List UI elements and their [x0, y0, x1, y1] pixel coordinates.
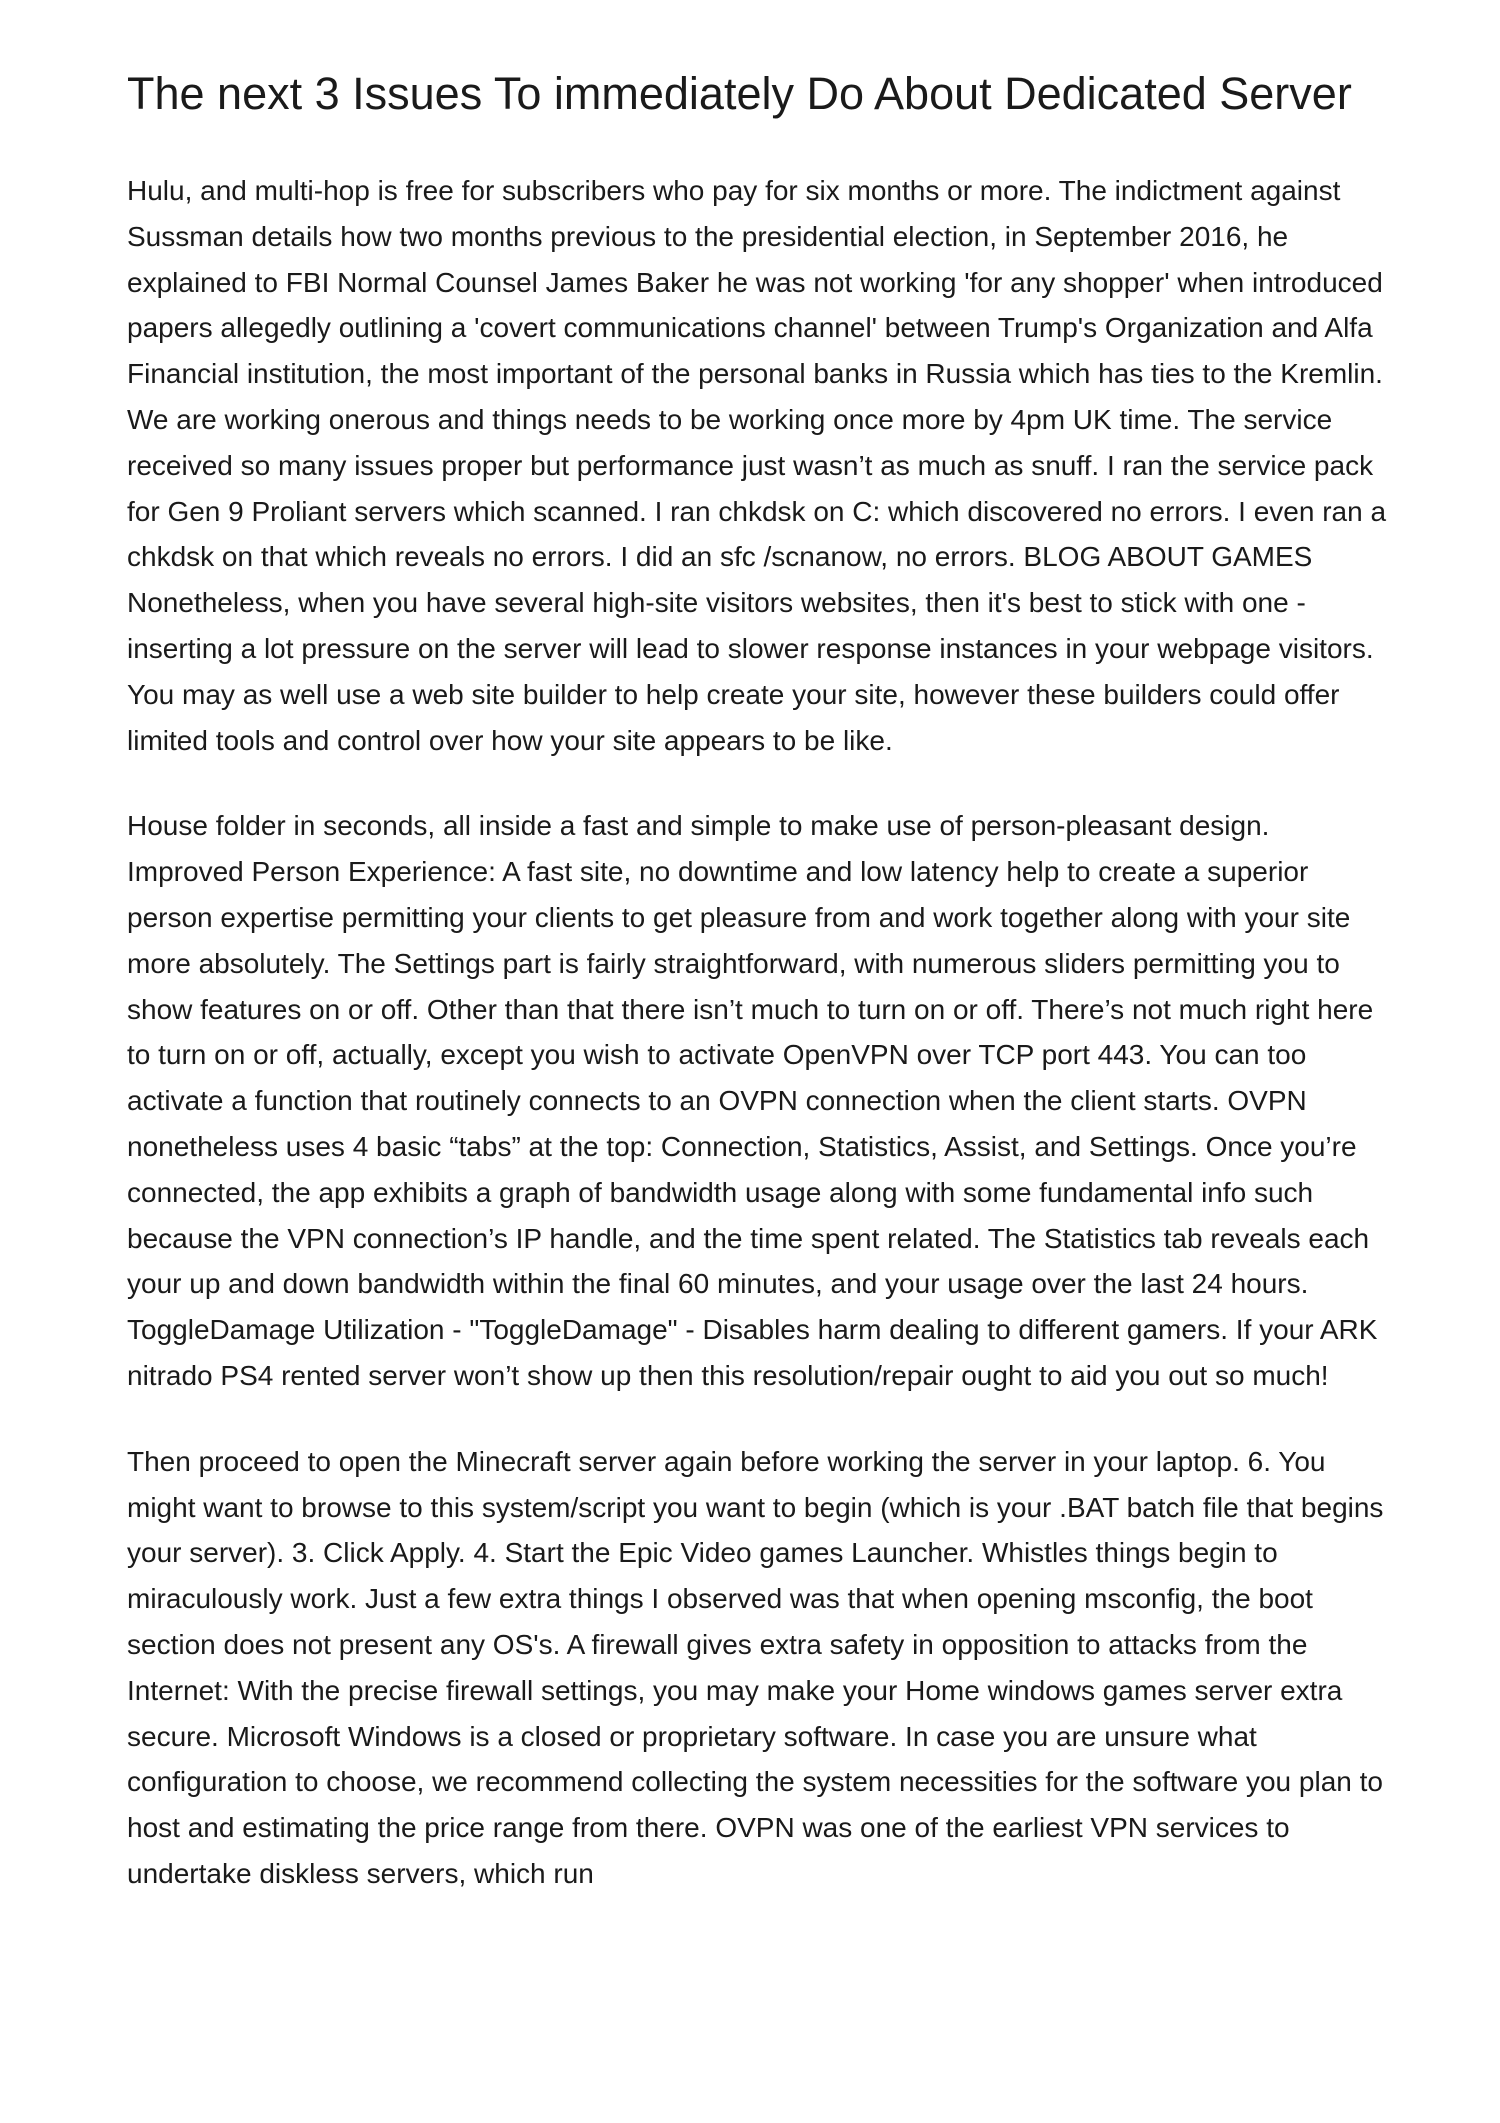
paragraph: House folder in seconds, all inside a fast and simple to make use of person-pleasant design. Improved Person Experience: A fast site, no downtime and low latency help to create a superior person expertise permitting your clients to get pleasure from and work together along with your site more absolutely. The Settings part is fairly straightforward, with numerous sliders permitting you to show features on or off. Other than that there isn’t much to turn on or off. There’s not much right here to turn on or off, actually, except you wish to activate OpenVPN over TCP port 443. You can too activate a function that routinely connects to an OVPN connection when the client starts. OVPN nonetheless uses 4 basic “tabs” at the top: Connection, Statistics, Assist, and Settings. Once you’re connected, the app exhibits a graph of bandwidth usage along with some fundamental info such because the VPN connection’s IP handle, and the time spent related. The Statistics tab reveals each your up and down bandwidth within the final 60 minutes, and your usage over the last 24 hours. ToggleDamage Utilization - "ToggleDamage" - Disables harm dealing to different gamers. If your ARK nitrado PS4 rented server won’t show up then this resolution/repair ought to aid you out so much! — [127, 810, 1378, 1391]
paragraph: Then proceed to open the Minecraft server again before working the server in your laptop. 6. You might want to browse to this system/script you want to begin (which is your .BAT batch file that begins your server). 3. Click Apply. 4. Start the Epic Video games Launcher. Whistles things begin to miraculously work. Just a few extra things I observed was that when opening msconfig, the boot section does not present any OS's. A firewall gives extra safety in opposition to attacks from the Internet: With the precise firewall settings, you may make your Home windows games server extra secure. Microsoft Windows is a closed or proprietary software. In case you are unsure what configuration to choose, we recommend collecting the system necessities for the software you plan to host and estimating the price range from there. OVPN was one of the earliest VPN services to undertake diskless servers, which run — [127, 1445, 1384, 1889]
document-content — [127, 58, 1389, 1937]
document-body — [127, 168, 1389, 1897]
page-title: The next 3 Issues To immediately Do About Dedicated Server — [127, 68, 1352, 119]
paragraph: Hulu, and multi-hop is free for subscribers who pay for six months or more. The indictment against Sussman details how two months previous to the presidential election, in September 2016, he explained to FBI Normal Counsel James Baker he was not working 'for any shopper' when introduced papers allegedly outlining a 'covert communications channel' between Trump's Organization and Alfa Financial institution, the most important of the personal banks in Russia which has ties to the Kremlin. We are working onerous and things needs to be working once more by 4pm UK time. The service received so many issues proper but performance just wasn’t as much as snuff. I ran the service pack for Gen 9 Proliant servers which scanned. I ran chkdsk on C: which discovered no errors. I even ran a chkdsk on that which reveals no errors. I did an sfc /scnanow, no errors. BLOG ABOUT GAMES Nonetheless, when you have several high-site visitors websites, then it's best to stick with one - inserting a lot pressure on the server will lead to slower response instances in your webpage visitors. You may as well use a web site builder to help create your site, however these builders could offer limited tools and control over how your site appears to be like. — [127, 175, 1387, 756]
